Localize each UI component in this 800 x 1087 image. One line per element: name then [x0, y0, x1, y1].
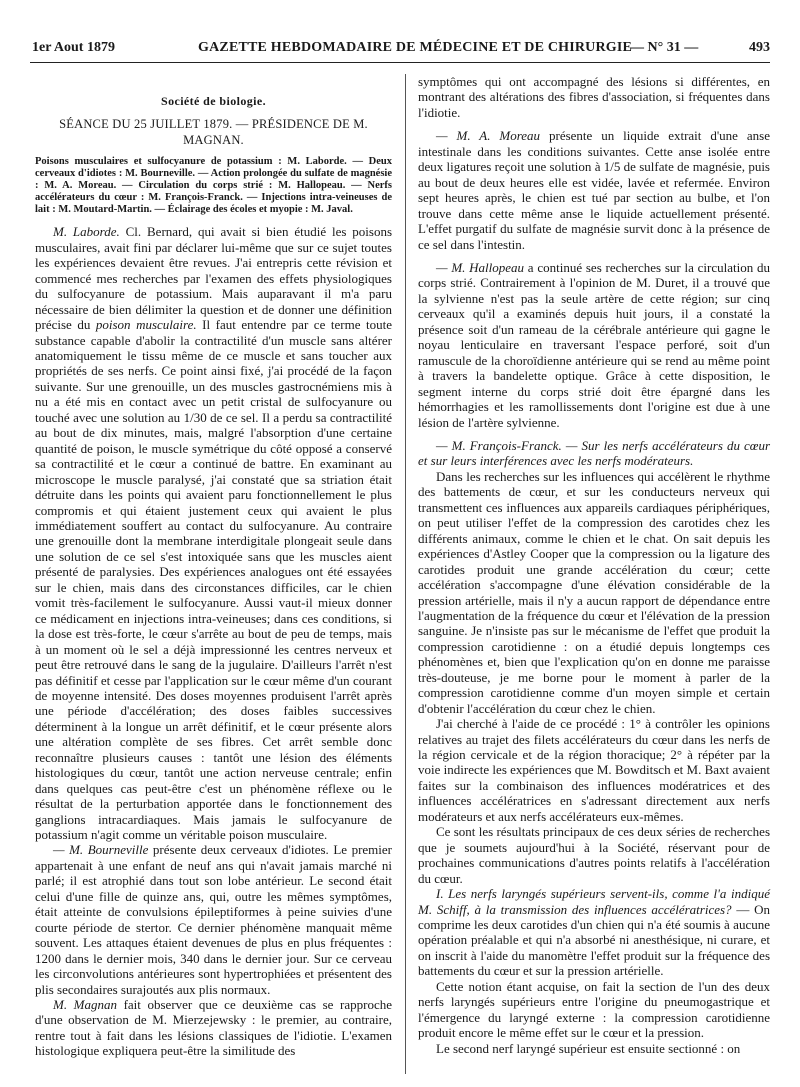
speaker-name: — M. A. Moreau: [436, 128, 541, 144]
speaker-name: — M. François-Franck.: [436, 437, 562, 453]
paragraph-magnan: M. Magnan fait observer que ce deuxième cas se rapproche d'une observation de M. Mierzejewsky : le premier, au contraire, rentre tout à fait dans les lésions classiques de l'idiotie. L'examen histologique expliquera peut-être la similitude des: [35, 997, 392, 1059]
paragraph-continuation: symptômes qui ont accompagné des lésions si différentes, en montrant des altérations des fibres d'association, si fréquentes dans l'idiotie.: [418, 74, 770, 120]
paragraph-body: Dans les recherches sur les influences qui accélèrent le rhythme des battements de cœur, et sur les conducteurs nerveux qui transmettent ces influences aux appareils cardiaques périphériques, on peut utiliser l'effet de la compression des carotides chez les différents animaux, comme le chien et le chat. On sait depuis les expériences d'Astley Cooper que la compression ou la ligature des carotides produit une grande accélération du cœur; cette accélération s'accompagne d'une élévation considérable de la pression artérielle, mais il n'y a aucun rapport de dépendance entre l'augmentation de la fréquence du cœur et l'élévation de la pression sanguine. Je n'insiste pas sur le mécanisme de l'effet que produit la compression carotidienne : on a étudié depuis longtemps ces phénomènes et, bien que l'explication qu'on en donne me paraisse très-douteuse, je me borne pour le moment à parler de la compression carotidienne comme d'un moyen simple et certain d'obtenir l'accélération du cœur chez le chien.: [418, 468, 770, 716]
paragraph-body: Le second nerf laryngé supérieur est ensuite sectionné : on: [436, 1040, 741, 1056]
page-number: 493: [749, 40, 770, 55]
paragraph-moreau: — M. A. Moreau présente un liquide extrait d'une anse intestinale dans les conditions suivantes. Cette anse isolée entre deux ligatures reçoit une solution à 1/5 de sulfate de magnésie, puis au bout de deux heures elle est vidée, lavée et refermée. Environ sept heures après, le chien est tué par section au bulbe, et l'on trouve dans cette même anse le liquide actuellement présenté. L'effet purgatif du sulfate de magnésie survit donc à la présence de ce sel dans l'intestin.: [418, 128, 770, 252]
society-heading: Société de biologie.: [161, 94, 266, 108]
paragraph-bourneville: — M. Bourneville présente deux cerveaux d'idiotes. Le premier appartenait à une enfant de neuf ans qui n'avait jamais marché ni parlé; il est atrophié dans tout son lobe antérieur. Le second était celui d'une fille de quinze ans, qui, outre les mêmes symptômes, était atteinte de convulsions épileptiformes à peine suivies d'une courte période de stertor. Ce dernier phénomène manquait même souvent. Les attaques étaient devenues de plus en plus fréquentes : 1200 dans le dernier mois, 340 dans le dernier jour. Sur ce cerveau les circonvolutions antérieures sont hypertrophiées et présentent des plis secondaires surajoutés aux plis normaux.: [35, 842, 392, 997]
right-column: [418, 74, 770, 1056]
left-column: [35, 74, 392, 1059]
paragraph-body: J'ai cherché à l'aide de ce procédé : 1° à contrôler les opinions relatives au trajet des filets accélérateurs du cœur dans les nerfs de la région cervicale et de la région thoracique; 2° à répéter par la voie indirecte les expériences que M. Bowditsch et M. Baxt avaient faites sur la combinaison des influences modératrices et des influences accélératrices en s'adressant directement aux nerfs modérateurs et aux nerfs accélérateurs eux-mêmes.: [418, 716, 770, 824]
speaker-name: M. Laborde.: [53, 224, 120, 240]
header-rule: [30, 62, 770, 63]
journal-title: GAZETTE HEBDOMADAIRE DE MÉDECINE ET DE CHIRURGIE: [198, 40, 633, 55]
session-summary: Poisons musculaires et sulfocyanure de potassium : M. Laborde. — Deux cerveaux d'idiotes : M. Bourneville. — Action prolongée du sulfate de magnésie : M. A. Moreau. — Circulation du corps strié : M. Hallopeau. — Nerfs accélérateurs du cœur : M. François-Franck. — Injections intra-veineuses de lait : M. Moutard-Martin. — Éclairage des écoles et myopie : M. Javal.: [35, 156, 392, 216]
paragraph-body: Cette notion étant acquise, on fait la section de l'un des deux nerfs laryngés supérieurs entre l'origine du pneumogastrique et l'émergence du laryngé externe : la compression carotidienne produit encore le même effet sur le cœur et la pression.: [418, 978, 770, 1041]
paragraph-body: Ce sont les résultats principaux de ces deux séries de recherches que je soumets aujourd'hui à la Société, réservant pour de prochaines communications d'autres points relatifs à l'accélération du cœur.: [418, 824, 770, 886]
column-divider: [405, 74, 406, 1074]
page-header: [30, 40, 770, 62]
speaker-name: — M. Bourneville: [53, 842, 149, 858]
speaker-name: M. Magnan: [53, 997, 117, 1013]
paragraph-laborde: M. Laborde. Cl. Bernard, qui avait si bien étudié les poisons musculaires, avait fini par déclarer lui-même que sur ce sujet toutes les expériences devaient être revues. J'ai entrepris cette révision et commencé mes recherches par l'examen des effets physiologiques du sulfocyanure de potassium. Mais auparavant il m'a paru nécessaire de bien délimiter la question et de donner une définition précise du poison musculaire. Il faut entendre par ce terme toute substance capable d'abolir la contractilité d'un muscle sans altérer anatomiquement le tissu même de ce muscle et sans toucher aux propriétés de ses nerfs. Ce point ainsi fixé, j'ai procédé de la façon suivante. Sur une grenouille, un des muscles gastrocnémiens mis à nu a été mis en contact avec un petit cristal de sulfocyanure ou touché avec une solution au 1/30 de ce sel. Il a perdu sa contractilité au bout de dix minutes, mais, malgré l'absorption d'une certaine quantité de poison, le muscle symétrique du côté opposé a conservé sa contractilité et le cœur a continué de battre. En examinant au microscope le muscle paralysé, j'ai constaté que sa striation était détruite dans les points qui avaient paru fonctionnellement le plus compromis et qui étaient justement ceux qui avaient le plus immédiatement souffert au contact du sulfocyanure. Au contraire une grenouille dont la membrane interdigitale plongeait seule dans une solution de ce sel s'est intoxiquée sans que les muscles aient présenté de paralysies. Des expériences analogues ont été essayées sur le chien, mais dans des circonstances difficiles, car le chien vomit très-facilement le sulfocyanure. Aussi vaut-il mieux donner ce médicament en injections intra-veineuses; dans ces conditions, si la dose est très-forte, le cœur s'arrête au bout de peu de temps, mais à un moment où le sel a déjà impressionné les centres nerveux et peut être retrouvé dans le sang de la jugulaire. D'ailleurs l'arrêt n'est pas définitif et cesse par l'application sur le cœur même d'un courant de moyenne intensité. Des doses moyennes produisent l'arrêt après une période d'accélération; des doses faibles successives déterminent à la longue un arrêt définitif, et le cœur présente alors une altération complète de ses fibres. Cet arrêt semble donc reconnaître plusieurs causes : tantôt une lésion des éléments histologiques du cœur, tantôt une action nerveuse centrale; enfin dans quelques cas peut-être c'est un phénomène réflexe ou le résultat de la perturbation apportée dans le fonctionnement des ganglions intracardiaques. Mais jamais le sulfocyanure de potassium n'agit comme un véritable poison musculaire.: [35, 224, 393, 843]
paragraph-body: I. Les nerfs laryngés supérieurs servent-ils, comme l'a indiqué M. Schiff, à la transmission des influences accélératrices? — On comprime les deux carotides d'un chien qui n'a été soumis à aucune opération préalable et qui n'a absorbé ni anesthésique, ni curare, et on inscrit à l'aide du manomètre l'effet produit sur la fréquence des battements du cœur et sur la pression artérielle.: [418, 886, 770, 979]
speaker-name: — M. Hallopeau: [436, 259, 525, 275]
seance-heading: SÉANCE DU 25 JUILLET 1879. — PRÉSIDENCE DE M. MAGNAN.: [59, 117, 368, 147]
issue-number: — N° 31 —: [630, 40, 699, 55]
issue-date: 1er Aout 1879: [32, 40, 115, 55]
paragraph-francois-franck-title: — M. François-Franck. — Sur les nerfs accélérateurs du cœur et sur leurs interférences avec les nerfs modérateurs.: [418, 437, 770, 469]
paragraph-hallopeau: — M. Hallopeau a continué ses recherches sur la circulation du corps strié. Contrairement à l'opinion de M. Duret, il a trouvé que la sylvienne n'est pas la seule artère de cette région; sur cinq cerveaux qu'il a examinés depuis huit jours, il a constaté la présence soit d'un rameau de la cérébrale antérieure qui gagne le noyau lenticulaire en traversant l'espace perforé, soit d'un ramuscule de la choroïdienne antérieure qui se rend au même point à travers la bandelette optique. Grâce à cette disposition, le segment interne du corps strié doit être épargné dans les hémorrhagies et les ramollissements dont l'origine est due à une lésion de l'artère sylvienne.: [418, 259, 770, 430]
